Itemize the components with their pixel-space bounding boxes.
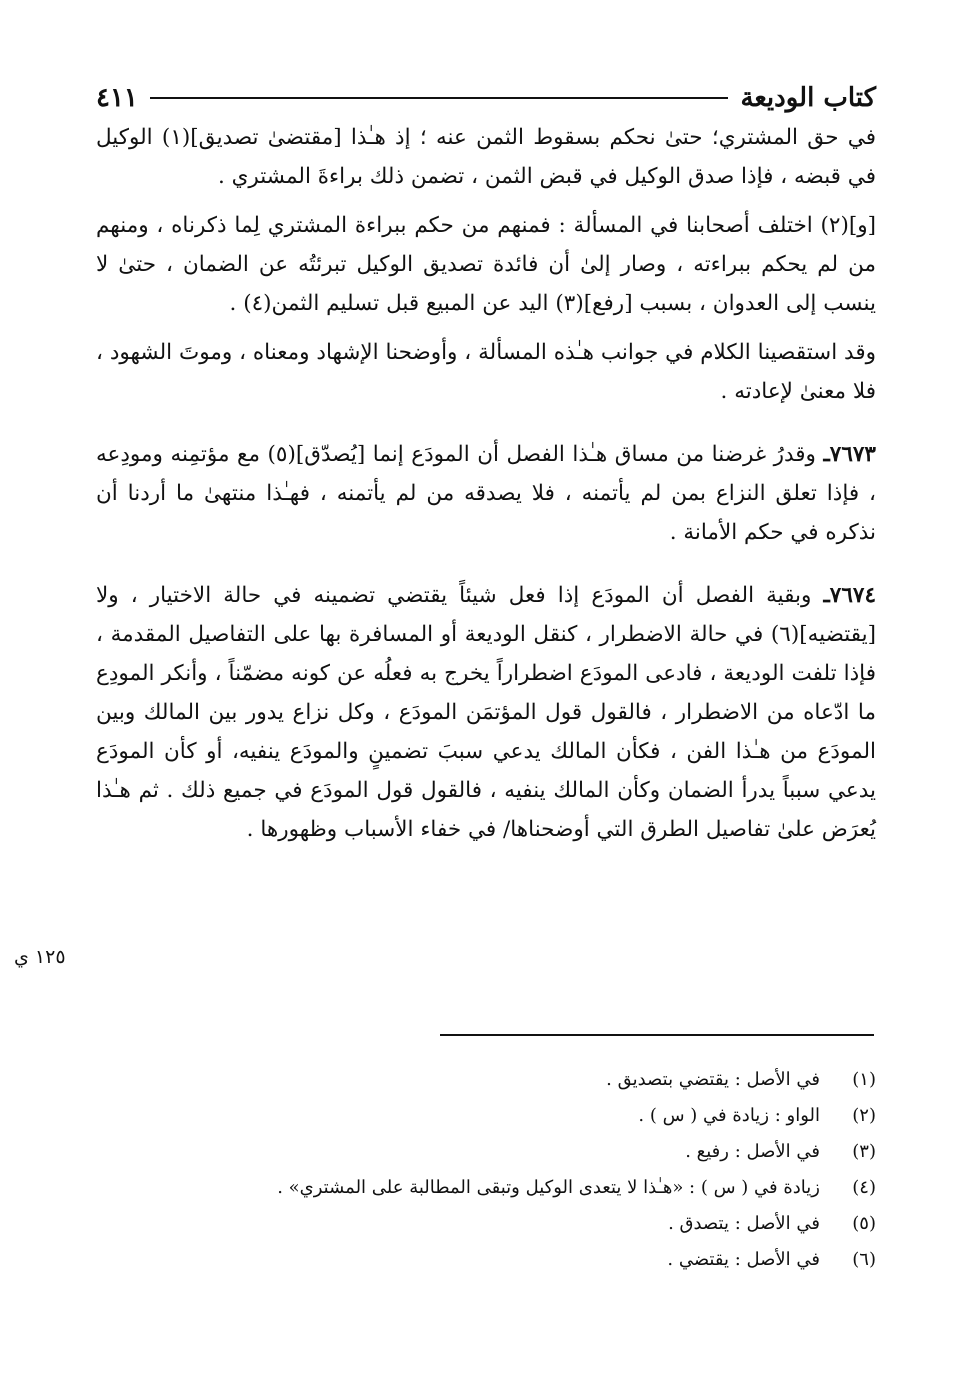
paragraph (96, 118, 876, 196)
paragraph-text: وبقية الفصل أن المودَع إذا فعل شيئاً يقتضي تضمينه في حالة الاختيار ، ولا [يقتضيه](٦) في حالة الاضطرار ، كنقل الوديعة أو المسافرة بها على التفاصيل المقدمة ، فإذا تلفت الوديعة ، فادعى المودَع اضطراراً يخرج به فعلُه عن كونه مضمّناً ، وأنكر المودِع ما ادّعاه من الاضطرار ، فالقول قول المؤتمَن المودَع ، وكل نزاع يدور بين المالك وبين المودَع من هـٰذا الفن ، فكأن المالك يدعي سببَ تضمينٍ والمودَع ينفيه، أو كأن المودَع يدعي سبباً يدرأ الضمان وكأن المالك ينفيه ، فالقول قول المودَع في جميع ذلك . ثم هـٰذا يُعرَض علىٰ تفاصيل الطرق التي أوضحناها/ في خفاء الأسباب وظهورها . (96, 583, 876, 842)
header-rule (150, 97, 729, 99)
running-header (96, 78, 876, 118)
footnotes (96, 1062, 876, 1278)
paragraph-text: في حق المشتري؛ حتىٰ نحكم بسقوط الثمن عنه ؛ إذ هـٰذا [مقتضىٰ تصديق](١) الوكيل في قبضه ، فإذا صدق الوكيل في قبض الثمن ، تضمن ذلك براءةَ المشتري . (96, 125, 876, 189)
numbered-paragraph (96, 435, 876, 552)
footnote-number: (٢) (852, 1105, 876, 1126)
page-number: ٤١١ (96, 83, 138, 113)
paragraph (96, 333, 876, 411)
footnote (96, 1242, 876, 1278)
paragraph-text: وقدرُ غرضنا من مساق هـٰذا الفصل أن المودَع إنما [يُصدّق](٥) مع مؤتمِنه ومودِعه ، فإذا تعلق النزاع بمن لم يأتمنه ، فلا يصدقه من لم يأتمنه ، فهـٰذا منتهىٰ ما أردنا أن نذكره في حكم الأمانة . (96, 442, 876, 545)
paragraph-text: [و](٢) اختلف أصحابنا في المسألة : فمنهم من حكم ببراءة المشتري لِما ذكرناه ، ومنهم من لم يحكم ببراءته ، وصار إلىٰ أن فائدة تصديق الوكيل تبرئتُه عن الضمان ، حتىٰ لا ينسب إلى العدوان ، بسبب [رفع](٣) اليد عن المبيع قبل تسليم الثمن(٤) . (96, 213, 876, 316)
footnote-text: في الأصل : يقتضي . (667, 1249, 820, 1270)
footnote-number: (٣) (852, 1141, 876, 1162)
paragraph-text: وقد استقصينا الكلام في جوانب هـٰذه المسألة ، وأوضحنا الإشهاد ومعناه ، وموتَ الشهود ، فلا معنىٰ لإعادته . (96, 340, 876, 404)
footnote-text: الواو : زيادة في ( س ) . (638, 1105, 820, 1126)
footnote-text: زيادة في ( س ) : «هـٰذا لا يتعدى الوكيل وتبقى المطالبة على المشتري» . (277, 1177, 820, 1198)
book-title: كتاب الوديعة (740, 83, 876, 113)
footnote (96, 1098, 876, 1134)
footnote-number: (٤) (852, 1177, 876, 1198)
footnote-number: (٦) (852, 1249, 876, 1270)
paragraph (96, 206, 876, 323)
paragraph-number: ٧٦٧٣ـ (823, 442, 876, 467)
page-body (96, 78, 876, 849)
footnote-text: في الأصل : رفيع . (685, 1141, 820, 1162)
footnote-number: (٥) (852, 1213, 876, 1234)
footnote-text: في الأصل : يتصدق . (668, 1213, 820, 1234)
footnote (96, 1206, 876, 1242)
footnote (96, 1170, 876, 1206)
footnote-divider (440, 1034, 874, 1036)
footnote-number: (١) (852, 1069, 876, 1090)
footnote (96, 1062, 876, 1098)
footnote (96, 1134, 876, 1170)
paragraph-number: ٧٦٧٤ـ (823, 583, 876, 608)
footnote-text: في الأصل : يقتضي بتصديق . (606, 1069, 820, 1090)
numbered-paragraph (96, 576, 876, 849)
margin-folio-note: ١٢٥ ي (14, 946, 66, 968)
